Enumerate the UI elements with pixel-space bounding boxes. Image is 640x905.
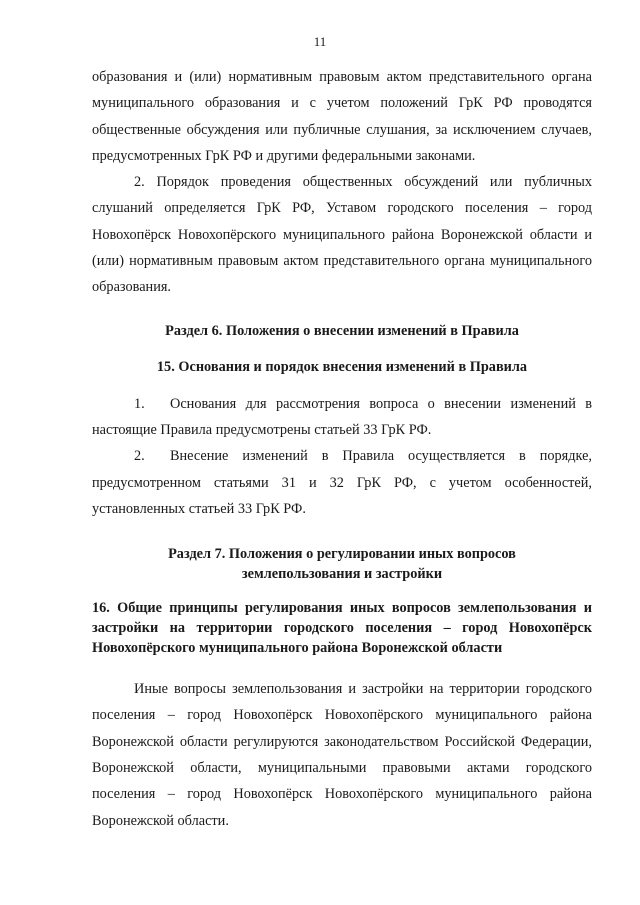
paragraph-1: образования и (или) нормативным правовым актом представительного органа муниципального образования и с учетом положений ГрК РФ проводятся общественные обсуждения или публичные слушания, за исключением случаев, предусмотренных ГрК РФ и другими федеральными законами. [92, 69, 592, 164]
section-6-item-2 [92, 443, 592, 522]
document-body [92, 64, 592, 834]
article-15-title: 15. Основания и порядок внесения изменений в Правила [156, 358, 528, 375]
item-text: Внесение изменений в Правила осуществляется в порядке, предусмотренном статьями 31 и 32 ГрК РФ, с учетом особенностей, установленных статьей 33 ГрК РФ. [92, 448, 592, 517]
section-7-title-line-2: землепользования и застройки [241, 566, 443, 583]
section-6-item-1 [92, 391, 592, 444]
section-7-title [92, 544, 592, 584]
section-7-body: Иные вопросы землепользования и застройки на территории городского поселения – город Новохопёрск Новохопёрского муниципального района Воронежской области регулируются законодательством Российской Федерации, Воронежской области, муниципальными правовыми актами городского поселения – город Новохопёрск Новохопёрского муниципального района Воронежской области. [92, 681, 592, 829]
item-number: 1. [134, 395, 145, 412]
section-6-title: Раздел 6. Положения о внесении изменений в Правила [165, 322, 519, 339]
article-16-title: 16. Общие принципы регулирования иных вопросов землепользования и застройки на территории городского поселения – город Новохопёрск Новохопёрского муниципального района Воронежской области [92, 600, 592, 657]
paragraph-2: 2. Порядок проведения общественных обсуждений или публичных слушаний определяется ГрК РФ, Уставом городского поселения – город Новохопёрск Новохопёрского муниципального района Воронежской области и (или) нормативным правовым актом представительного органа муниципального образования. [92, 174, 592, 296]
page-number: 11 [313, 34, 327, 49]
item-text: Основания для рассмотрения вопроса о внесении изменений в настоящие Правила предусмотрены статьей 33 ГрК РФ. [92, 395, 592, 438]
section-7-title-line-1: Раздел 7. Положения о регулировании иных вопросов [168, 546, 516, 563]
item-number: 2. [134, 448, 145, 465]
